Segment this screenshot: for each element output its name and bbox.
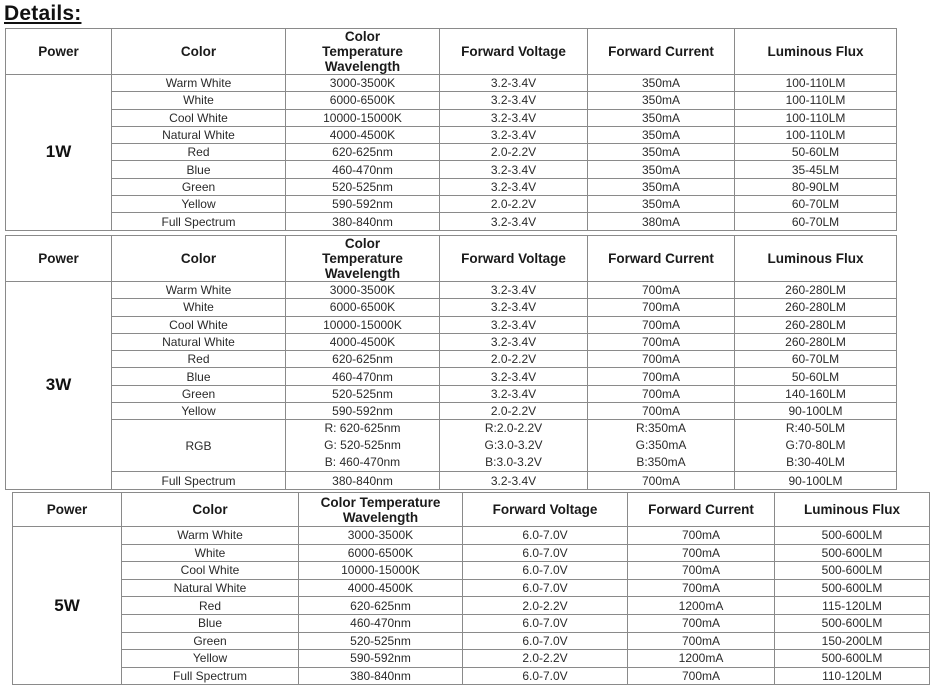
current-cell xyxy=(588,420,735,472)
flux-cell: 110-120LM xyxy=(775,667,930,685)
wavelength-cell: 10000-15000K xyxy=(286,316,440,333)
wavelength-cell: 10000-15000K xyxy=(299,562,463,580)
flux-cell: 50-60LM xyxy=(735,144,897,161)
wavelength-cell: 620-625nm xyxy=(286,351,440,368)
current-cell: 700mA xyxy=(628,614,775,632)
color-cell: Full Spectrum xyxy=(112,472,286,489)
header-row xyxy=(13,493,930,527)
voltage-cell: 6.0-7.0V xyxy=(463,544,628,562)
flux-cell: 500-600LM xyxy=(775,544,930,562)
table-row xyxy=(6,75,897,92)
flux-header: Luminous Flux xyxy=(735,236,897,282)
current-cell: 700mA xyxy=(628,544,775,562)
color-cell: Yellow xyxy=(112,403,286,420)
color-cell: Warm White xyxy=(112,282,286,299)
flux-cell: 140-160LM xyxy=(735,385,897,402)
color-cell: Yellow xyxy=(112,196,286,213)
voltage-cell: 6.0-7.0V xyxy=(463,614,628,632)
flux-cell: 500-600LM xyxy=(775,614,930,632)
voltage-cell: 3.2-3.4V xyxy=(440,282,588,299)
color-cell: Blue xyxy=(112,368,286,385)
voltage-cell: 3.2-3.4V xyxy=(440,385,588,402)
wavelength-cell: 590-592nm xyxy=(299,650,463,668)
flux-cell: 115-120LM xyxy=(775,597,930,615)
flux-cell: 150-200LM xyxy=(775,632,930,650)
wavelength-cell: 4000-4500K xyxy=(299,579,463,597)
voltage-cell: 3.2-3.4V xyxy=(440,333,588,350)
color-cell: Cool White xyxy=(112,109,286,126)
table-row xyxy=(6,351,897,368)
wavelength-cell-line: R: 620-625nm xyxy=(324,421,401,436)
flux-cell: 260-280LM xyxy=(735,282,897,299)
power-cell: 5W xyxy=(13,527,122,685)
power-header: Power xyxy=(6,236,112,282)
wavelength-header: Color Temperature Wavelength xyxy=(286,236,440,282)
color-header: Color xyxy=(112,29,286,75)
table-row xyxy=(13,597,930,615)
table-row xyxy=(6,178,897,195)
color-cell: Natural White xyxy=(112,126,286,143)
current-cell: 350mA xyxy=(588,92,735,109)
color-header: Color xyxy=(122,493,299,527)
table-row xyxy=(6,403,897,420)
flux-cell: 260-280LM xyxy=(735,316,897,333)
current-cell: 700mA xyxy=(588,316,735,333)
voltage-cell: 3.2-3.4V xyxy=(440,299,588,316)
voltage-cell-line: G:3.0-3.2V xyxy=(484,438,543,453)
color-cell: Blue xyxy=(122,614,299,632)
color-cell: RGB xyxy=(112,420,286,472)
color-cell: Red xyxy=(112,144,286,161)
color-cell: White xyxy=(122,544,299,562)
current-cell: 350mA xyxy=(588,109,735,126)
color-cell: White xyxy=(112,92,286,109)
table-row xyxy=(6,316,897,333)
color-cell: Yellow xyxy=(122,650,299,668)
current-cell: 350mA xyxy=(588,196,735,213)
wavelength-cell: 380-840nm xyxy=(286,213,440,230)
table-row xyxy=(6,333,897,350)
table-row xyxy=(6,161,897,178)
voltage-cell: 2.0-2.2V xyxy=(463,597,628,615)
flux-cell: 500-600LM xyxy=(775,579,930,597)
flux-cell: 60-70LM xyxy=(735,213,897,230)
wavelength-cell: 3000-3500K xyxy=(286,282,440,299)
voltage-cell: 6.0-7.0V xyxy=(463,667,628,685)
current-cell: 1200mA xyxy=(628,650,775,668)
voltage-header: Forward Voltage xyxy=(440,236,588,282)
spec-table-1w xyxy=(5,28,897,231)
color-cell: Natural White xyxy=(122,579,299,597)
spec-table-5w xyxy=(12,492,930,685)
voltage-cell: 3.2-3.4V xyxy=(440,472,588,489)
power-header: Power xyxy=(13,493,122,527)
current-cell: 350mA xyxy=(588,126,735,143)
wavelength-cell: 460-470nm xyxy=(286,161,440,178)
color-header: Color xyxy=(112,236,286,282)
table-row xyxy=(6,144,897,161)
flux-cell: 100-110LM xyxy=(735,75,897,92)
current-cell: 700mA xyxy=(588,351,735,368)
current-cell: 700mA xyxy=(628,527,775,545)
wavelength-cell: 520-525nm xyxy=(286,385,440,402)
flux-cell-line: G:70-80LM xyxy=(785,438,846,453)
table-row xyxy=(6,126,897,143)
voltage-cell: 3.2-3.4V xyxy=(440,92,588,109)
wavelength-cell-line: B: 460-470nm xyxy=(324,455,401,470)
table-row xyxy=(6,385,897,402)
wavelength-cell: 6000-6500K xyxy=(299,544,463,562)
table-row xyxy=(6,196,897,213)
voltage-cell: 2.0-2.2V xyxy=(440,196,588,213)
voltage-cell: 3.2-3.4V xyxy=(440,75,588,92)
wavelength-cell: 620-625nm xyxy=(299,597,463,615)
voltage-cell: 2.0-2.2V xyxy=(440,403,588,420)
voltage-header: Forward Voltage xyxy=(440,29,588,75)
color-cell: Warm White xyxy=(112,75,286,92)
table-row xyxy=(13,667,930,685)
color-cell: Full Spectrum xyxy=(122,667,299,685)
table-row xyxy=(6,92,897,109)
current-cell: 700mA xyxy=(588,333,735,350)
voltage-cell: 6.0-7.0V xyxy=(463,632,628,650)
color-cell: Full Spectrum xyxy=(112,213,286,230)
table-row xyxy=(13,632,930,650)
color-cell: Green xyxy=(112,178,286,195)
current-cell: 700mA xyxy=(588,403,735,420)
voltage-cell-line: B:3.0-3.2V xyxy=(485,455,542,470)
current-cell: 350mA xyxy=(588,144,735,161)
wavelength-cell: 4000-4500K xyxy=(286,126,440,143)
table-row xyxy=(6,368,897,385)
voltage-cell: 3.2-3.4V xyxy=(440,126,588,143)
table-row xyxy=(6,282,897,299)
wavelength-header: Color Temperature Wavelength xyxy=(286,29,440,75)
color-cell: Red xyxy=(112,351,286,368)
current-cell: 1200mA xyxy=(628,597,775,615)
voltage-cell: 3.2-3.4V xyxy=(440,213,588,230)
voltage-cell: 6.0-7.0V xyxy=(463,527,628,545)
table-row xyxy=(13,579,930,597)
flux-cell: 260-280LM xyxy=(735,333,897,350)
color-cell: Natural White xyxy=(112,333,286,350)
table-row xyxy=(6,299,897,316)
wavelength-cell: 590-592nm xyxy=(286,403,440,420)
wavelength-cell: 380-840nm xyxy=(299,667,463,685)
current-cell: 700mA xyxy=(588,385,735,402)
flux-cell: 100-110LM xyxy=(735,109,897,126)
wavelength-header: Color Temperature Wavelength xyxy=(299,493,463,527)
current-cell-line: B:350mA xyxy=(636,455,686,470)
power-cell: 3W xyxy=(6,282,112,490)
spec-table-3w xyxy=(5,235,897,490)
flux-cell: 100-110LM xyxy=(735,126,897,143)
flux-cell: 50-60LM xyxy=(735,368,897,385)
flux-cell-line: R:40-50LM xyxy=(785,421,846,436)
wavelength-cell: 4000-4500K xyxy=(286,333,440,350)
voltage-cell-line: R:2.0-2.2V xyxy=(484,421,543,436)
table-row xyxy=(13,544,930,562)
table-row xyxy=(13,614,930,632)
voltage-cell: 2.0-2.2V xyxy=(440,144,588,161)
color-cell: Cool White xyxy=(122,562,299,580)
flux-cell: 500-600LM xyxy=(775,650,930,668)
flux-cell: 500-600LM xyxy=(775,527,930,545)
current-cell: 700mA xyxy=(588,472,735,489)
color-cell: Green xyxy=(112,385,286,402)
wavelength-cell: 460-470nm xyxy=(286,368,440,385)
flux-cell: 500-600LM xyxy=(775,562,930,580)
header-row xyxy=(6,29,897,75)
voltage-cell: 6.0-7.0V xyxy=(463,579,628,597)
voltage-cell: 3.2-3.4V xyxy=(440,109,588,126)
wavelength-cell xyxy=(286,420,440,472)
flux-cell xyxy=(735,420,897,472)
color-cell: Green xyxy=(122,632,299,650)
voltage-cell xyxy=(440,420,588,472)
wavelength-cell: 380-840nm xyxy=(286,472,440,489)
color-cell: Warm White xyxy=(122,527,299,545)
flux-cell: 100-110LM xyxy=(735,92,897,109)
table-row xyxy=(13,562,930,580)
table-row xyxy=(6,213,897,230)
current-header: Forward Current xyxy=(628,493,775,527)
page-title: Details: xyxy=(4,2,82,25)
voltage-cell: 3.2-3.4V xyxy=(440,368,588,385)
voltage-cell: 3.2-3.4V xyxy=(440,178,588,195)
flux-header: Luminous Flux xyxy=(775,493,930,527)
voltage-cell: 2.0-2.2V xyxy=(463,650,628,668)
voltage-cell: 3.2-3.4V xyxy=(440,316,588,333)
voltage-cell: 6.0-7.0V xyxy=(463,562,628,580)
current-header: Forward Current xyxy=(588,236,735,282)
flux-cell: 80-90LM xyxy=(735,178,897,195)
table-row xyxy=(6,109,897,126)
wavelength-cell: 10000-15000K xyxy=(286,109,440,126)
wavelength-cell: 620-625nm xyxy=(286,144,440,161)
color-cell: White xyxy=(112,299,286,316)
current-cell: 380mA xyxy=(588,213,735,230)
header-row xyxy=(6,236,897,282)
table-row xyxy=(13,650,930,668)
wavelength-cell: 3000-3500K xyxy=(286,75,440,92)
flux-cell: 90-100LM xyxy=(735,472,897,489)
current-cell: 700mA xyxy=(628,579,775,597)
flux-cell: 60-70LM xyxy=(735,196,897,213)
flux-cell: 90-100LM xyxy=(735,403,897,420)
wavelength-cell: 520-525nm xyxy=(286,178,440,195)
color-cell: Red xyxy=(122,597,299,615)
current-cell-line: R:350mA xyxy=(635,421,687,436)
wavelength-cell: 6000-6500K xyxy=(286,299,440,316)
current-cell: 700mA xyxy=(588,368,735,385)
wavelength-cell: 520-525nm xyxy=(299,632,463,650)
power-cell: 1W xyxy=(6,75,112,231)
current-cell-line: G:350mA xyxy=(635,438,687,453)
current-cell: 350mA xyxy=(588,75,735,92)
flux-header: Luminous Flux xyxy=(735,29,897,75)
wavelength-cell: 6000-6500K xyxy=(286,92,440,109)
current-cell: 700mA xyxy=(628,562,775,580)
wavelength-cell: 590-592nm xyxy=(286,196,440,213)
current-cell: 700mA xyxy=(628,667,775,685)
current-cell: 350mA xyxy=(588,161,735,178)
flux-cell: 60-70LM xyxy=(735,351,897,368)
table-row xyxy=(6,472,897,489)
voltage-cell: 2.0-2.2V xyxy=(440,351,588,368)
current-header: Forward Current xyxy=(588,29,735,75)
flux-cell: 35-45LM xyxy=(735,161,897,178)
current-cell: 350mA xyxy=(588,178,735,195)
table-row xyxy=(13,527,930,545)
wavelength-cell: 3000-3500K xyxy=(299,527,463,545)
power-header: Power xyxy=(6,29,112,75)
wavelength-cell: 460-470nm xyxy=(299,614,463,632)
voltage-header: Forward Voltage xyxy=(463,493,628,527)
flux-cell-line: B:30-40LM xyxy=(786,455,845,470)
wavelength-cell-line: G: 520-525nm xyxy=(324,438,401,453)
flux-cell: 260-280LM xyxy=(735,299,897,316)
color-cell: Blue xyxy=(112,161,286,178)
table-row xyxy=(6,420,897,472)
current-cell: 700mA xyxy=(588,282,735,299)
color-cell: Cool White xyxy=(112,316,286,333)
current-cell: 700mA xyxy=(628,632,775,650)
current-cell: 700mA xyxy=(588,299,735,316)
voltage-cell: 3.2-3.4V xyxy=(440,161,588,178)
